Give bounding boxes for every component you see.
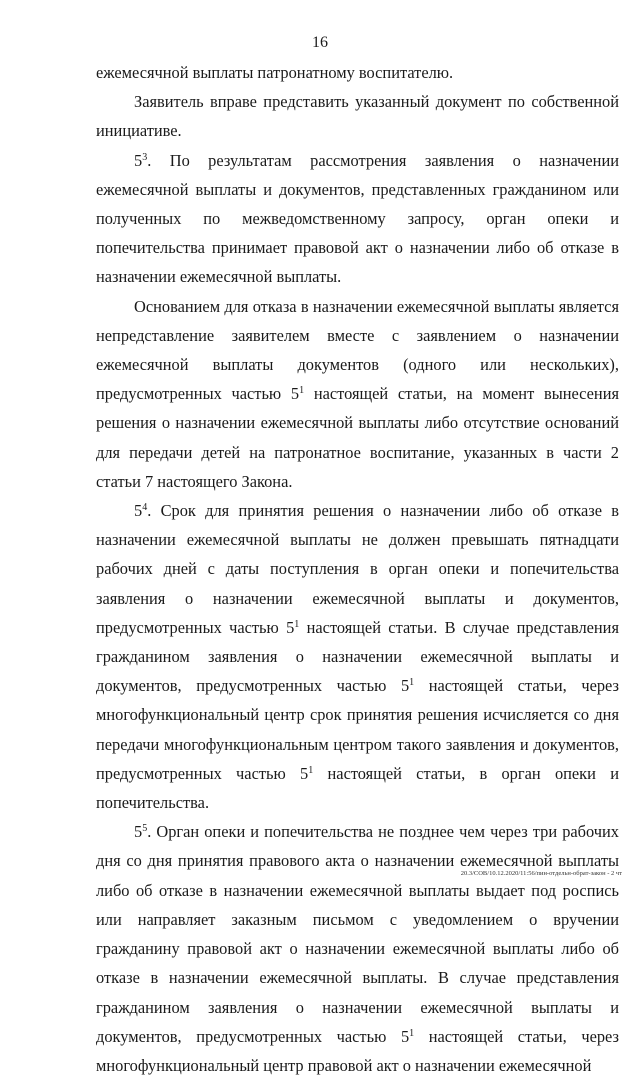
clause-number: 5: [134, 150, 143, 170]
paragraph-5-5: [96, 817, 619, 1080]
reference-number: 5: [400, 1026, 410, 1046]
paragraph-text: настоящей статьи, через многофункциональный центр срок принятия решения исчисляется со дня передачи многофункциональным центром такого заявления и документов, предусмотренных частью: [96, 676, 619, 783]
clause-number: 5: [134, 822, 143, 842]
paragraph-text: настоящей статьи, через многофункциональный центр правовой акт о назначении ежемесячной: [96, 1026, 619, 1075]
paragraph-text: . По результатам рассмотрения заявления о назначении ежемесячной выплаты и документов, представленных гражданином или полученных по межведомственному запросу, орган опеки и попечительства принимает правовой акт о назначении либо об отказе в назначении ежемесячной выплаты.: [96, 150, 619, 287]
paragraph-text: Основанием для отказа в назначении ежемесячной выплаты является непредставление заявителем вместе с заявлением о назначении ежемесячной выплаты документов (одного или нескольких), предусмотренных частью: [96, 296, 619, 404]
reference-superscript: 1: [409, 1027, 415, 1039]
paragraph-text: настоящей статьи, на момент вынесения решения о назначении ежемесячной выплаты либо отсутствие оснований для передачи детей на патронатное воспитание, указанных в части 2 статьи 7 настоящего Закона.: [96, 384, 619, 491]
paragraph-text: . Срок для принятия решения о назначении либо об отказе в назначении ежемесячной выплаты не должен превышать пятнадцати рабочих дней с даты поступления в орган опеки и попечительства заявления о назначении ежемесячной выплаты и документов, предусмотренных частью: [96, 501, 619, 637]
paragraph-5-4: [96, 496, 619, 817]
reference-number: 5: [300, 763, 309, 783]
reference-superscript: 1: [409, 677, 415, 689]
paragraph-refusal-grounds: [96, 292, 619, 496]
clause-number: 5: [134, 501, 143, 521]
paragraph-text: настоящей статьи. В случае представления гражданином заявления о назначении ежемесячной выплаты и документов, предусмотренных частью: [96, 617, 619, 696]
reference-superscript: 1: [308, 764, 314, 776]
reference-superscript: 1: [294, 618, 300, 630]
paragraph-5-3: [96, 146, 619, 292]
paragraph-continuation: [96, 58, 619, 87]
clause-superscript: 4: [142, 502, 148, 514]
clause-superscript: 3: [142, 151, 148, 163]
reference-number: 5: [290, 384, 300, 404]
document-body: [96, 58, 619, 1080]
paragraph-text: . Орган опеки и попечительства не позднее чем через три рабочих дня со дня принятия правового акта о назначении ежемесячной выплаты либо об отказе в назначении ежемесячной выплаты выдает под роспись или направляет заказным письмом с уведомлением о вручении гражданину правовой акт о назначении ежемесячной выплаты либо об отказе в назначении ежемесячной выплаты. В случае представления гражданином заявления о назначении ежемесячной выплаты и документов, предусмотренных частью: [96, 822, 619, 1046]
paragraph-text: ежемесячной выплаты патронатному воспитателю.: [96, 63, 454, 82]
reference-number: 5: [400, 676, 410, 696]
paragraph-text: Заявитель вправе представить указанный документ по собственной инициативе.: [96, 92, 619, 141]
page-number: 16: [312, 34, 328, 51]
reference-number: 5: [286, 617, 295, 637]
paragraph-text: настоящей статьи, в орган опеки и попечительства.: [96, 763, 619, 813]
clause-superscript: 5: [142, 823, 148, 835]
document-footer: 20.3/СОВ/10.12.2020/11:56/пин-отдельн-обрат-закон - 2 чт: [460, 870, 622, 877]
paragraph-applicant-initiative: [96, 87, 619, 145]
reference-superscript: 1: [299, 385, 305, 397]
